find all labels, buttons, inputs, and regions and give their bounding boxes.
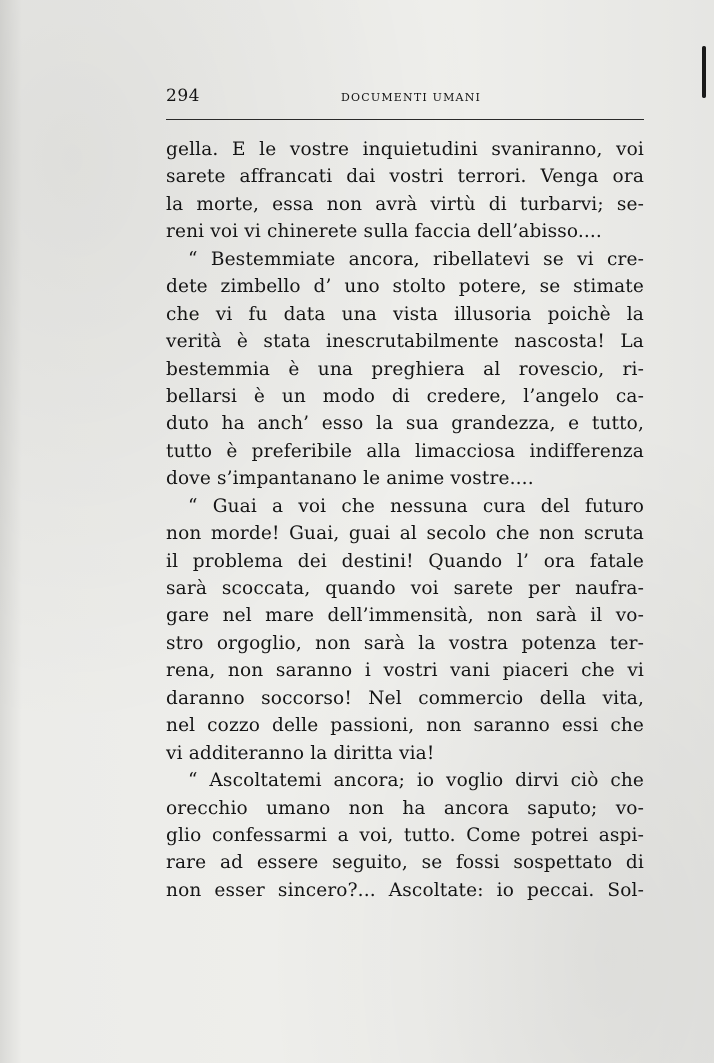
text-line: daranno soccorso! Nel commercio della vita, [166,687,644,709]
text-line: gare nel mare dell’immensità, non sarà il vo- [166,605,644,627]
text-line: bestemmia è una preghiera al rovescio, ri- [166,358,644,380]
running-title: DOCUMENTI UMANI [341,91,482,104]
text-line: non morde! Guai, guai al secolo che non scruta [166,523,644,545]
text-line: non esser sincero?... Ascoltate: io peccai. Sol- [166,879,644,901]
text-line: stro orgoglio, non sarà la vostra potenza ter- [166,632,644,654]
text-line: orecchio umano non ha ancora saputo; vo- [166,797,644,819]
text-line: verità è stata inescrutabilmente nascosta! La [166,331,644,353]
text-line: vi additeranno la diritta via! [166,742,435,764]
text-line: dove s’impantanano le anime vostre.... [166,468,534,490]
text-line: che vi fu data una vista illusoria poichè la [166,303,644,325]
text-line: nel cozzo delle passioni, non saranno essi che [166,715,644,737]
text-line: “ Ascoltatemi ancora; io voglio dirvi ciò che [188,770,644,792]
page-edge-mark [702,46,706,98]
header-rule [166,119,644,120]
text-line: sarete affrancati dai vostri terrori. Venga ora [166,166,644,188]
text-line: glio confessarmi a voi, tutto. Come potrei aspi- [166,824,644,846]
page-number: 294 [166,86,200,106]
page-header [166,86,644,108]
text-line: rare ad essere seguito, se fossi sospettato di [166,852,644,874]
text-line: gella. E le vostre inquietudini svaniranno, voi [166,139,644,160]
text-line: il problema dei destini! Quando l’ ora fatale [166,550,644,572]
text-line: rena, non saranno i vostri vani piaceri che vi [166,660,644,682]
text-line: “ Bestemmiate ancora, ribellatevi se vi cre- [188,248,644,270]
text-line: la morte, essa non avrà virtù di turbarvi; se- [166,193,644,215]
text-line: duto ha anch’ esso la sua grandezza, e tutto, [166,413,644,435]
text-line: dete zimbello d’ uno stolto potere, se stimate [166,276,644,298]
body-text [166,136,644,904]
text-line: sarà scoccata, quando voi sarete per naufra- [166,578,644,599]
text-line: tutto è preferibile alla limacciosa indifferenza [166,440,644,462]
text-line: bellarsi è un modo di credere, l’angelo ca- [166,385,644,407]
text-line: reni voi vi chinerete sulla faccia dell’abisso.... [166,221,602,243]
text-line: “ Guai a voi che nessuna cura del futuro [188,495,644,517]
